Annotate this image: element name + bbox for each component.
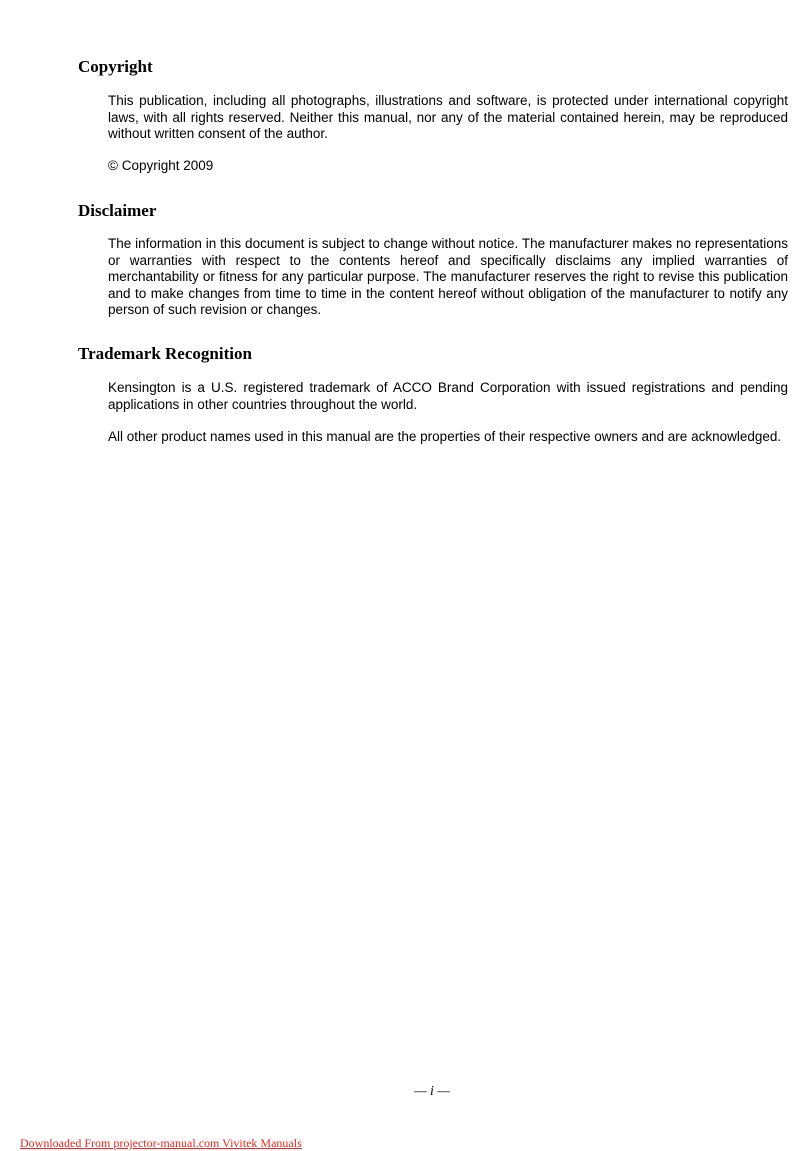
trademark-paragraph: Kensington is a U.S. registered trademark of ACCO Brand Corporation with issued registrations and pending applications in other countries throughout the world. bbox=[108, 380, 788, 412]
footer-download-link[interactable]: Downloaded From projector-manual.com Vivitek Manuals bbox=[20, 1136, 302, 1150]
disclaimer-heading: Disclaimer bbox=[78, 201, 157, 220]
copyright-heading: Copyright bbox=[78, 57, 153, 76]
copyright-year-paragraph: © Copyright 2009 bbox=[108, 158, 214, 173]
disclaimer-paragraph: The information in this document is subject to change without notice. The manufacturer makes no representations or warranties with respect to the contents hereof and specifically disclaims any implied warranties of merchantability or fitness for any particular purpose. The manufacturer reserves the right to revise this publication and to make changes from time to time in the content hereof without obligation of the manufacturer to notify any person of such revision or changes. bbox=[108, 236, 788, 317]
copyright-paragraph: This publication, including all photographs, illustrations and software, is protected under international copyright laws, with all rights reserved. Neither this manual, nor any of the material contained herein, may be reproduced without written consent of the author. bbox=[108, 93, 788, 141]
trademark-heading: Trademark Recognition bbox=[78, 344, 252, 363]
trademark-owners-paragraph: All other product names used in this manual are the properties of their respective owners and are acknowledged. bbox=[108, 429, 782, 444]
page-number: — i — bbox=[414, 1084, 450, 1099]
